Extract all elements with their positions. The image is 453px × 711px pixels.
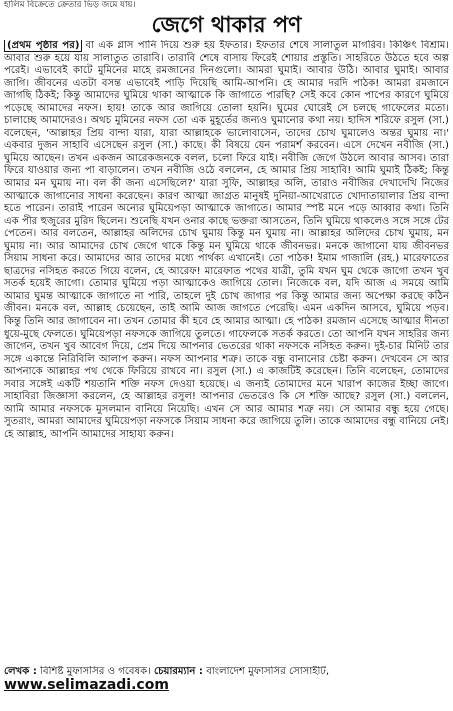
article-body bbox=[4, 40, 449, 666]
author-footer bbox=[4, 666, 449, 709]
website-link[interactable]: www.selimazadi.com bbox=[4, 676, 169, 693]
previous-article-tail: হালিম বিক্রেতে ক্রেতার ভিড় জমে যায়। bbox=[4, 0, 136, 10]
chairman-description: বাংলাদেশ মুফাসসির সোসাইটি, bbox=[206, 666, 330, 677]
article-text: বা এক গ্লাস পানি দিয়ে শুরু হয় ইফতার। ইফতার শেষে সালাতুল মাগরিব। কিঞ্চিৎ বিশ্রাম। আবার শুরু হয়ে যায় সালাতুত তারাবি। তারাবি শেষে বাসায় ফিরেই শোয়ার প্রস্তুতি। সাহরিতে উঠতে হবে অল্প পরেই। এভাবেই কাটে মুমিনের মাহে রমজানের দিনগুলো। আমরা ঘুমাই। আবার উঠি। আবার ঘুমাই। আবার জাগি। জীবনের এতটা বসন্ত এভাবেই পাড়ি দিয়েছি আমি-আপনি। হে আমার দরদি পাঠক! আমরা রমজানে জাগছি ঠিকই; কিন্তু আমাদের ঘুমিয়ে থাকা আত্মাকে কি জাগাতে পারছি? সেই কবে কোন পাপের কারণে ঘুমিয়ে পড়েছে আমাদের নফস। হায়! তাকে আর জাগিয়ে তোলা হয়নি। ঘুমের ঘোরেই সে চলছে গাফেলের মতো। চালাচ্ছে আমাদেরও। অথচ মুমিনের নফস তো এক মুহূর্তের জন্যও ঘুমানোর কথা নয়। হাদিস শরিফে রসুল (সা.) বলেছেন, 'আল্লাহর প্রিয় বান্দা যারা, যারা আল্লাহকে ভালোবাসেন, তাদের চোখ ঘুমালেও অন্তর ঘুমায় না।' একবার দুজন সাহাবি এসেছেন রসুল (সা.) কাছে। কী বিষয়ে যেন পরামর্শ করবেন। এসে দেখেন নবীজি (সা.) ঘুমিয়ে আছেন। তখন একজন আরেকজনকে বলল, চলো ফিরে যাই। নবীজি জেগে উঠলে আবার আসব। তারা ফিরে যাওয়ার জন্য পা বাড়ালেন। তখন নবীজি ওঠে বললেন, হে আমার প্রিয় সাহাবি! আমি ঘুমাই ঠিকই; কিন্তু আমার মন ঘুমায় না। বল কী জন্য এসেছিলে?' যারা সুফি, আল্লাহর অলি, তারাও নবীজির দেখাদেখি নিজের আত্মাকে জাগানোর সাধনা করেছেন। কারণ আত্মা জাগ্রত মানুষই দুনিয়া-আখেরাতে খোদাতায়ালার প্রিয় বান্দা হতে পারেন। তারাই পারেন অন্যের ঘুমিয়েপড়া আত্মাকে জাগাতে। আমার স্পষ্ট মনে পড়ে আব্বার কথা। তিনি এক পীর হুজুরের মুরিদ ছিলেন। শুনেছি যখন ওনার কাছে ভক্তরা আসতেন, তিনি ঘুমিয়ে থাকলেও সঙ্গে সঙ্গে টের পেতেন। আর বলতেন, আল্লাহর অলিদের চোখ ঘুমায় কিন্তু মন ঘুমায় না। আল্লাহর অলিদের চোখ ঘুমায়, মন ঘুমায় না। আর আমাদের চোখ জেগে থাকে কিন্তু মন ঘুমিয়ে থাকে জীবনভর। মনকে জাগানো যায় জীবনভর সিয়াম সাধনা করে। আমাদের আর তাদের মধ্যে পার্থক্য এখানেই। তো পাঠক! ইমাম গাজালি (রহ.) মারেফাতের ছাত্রদের নসিহত করতে গিয়ে বলেন, হে আরেফ! মারেফাত পথের যাত্রী, তুমি যখন ঘুম থেকে জাগো তখন খুব সতর্ক হয়েই জাগো। তোমার ঘুমিয়ে পড়া আত্মাকেও জাগিয়ে তোল। নিজেকে বল, যদি আজ এ সময়ে আমি আমার ঘুমন্ত আত্মাকে জাগাতে না পারি, তাহলে দুই চোখ জাগার পর কিন্তু আমার জন্য অপেক্ষা করছে কঠিন জীবন। মনকে বল, আল্লাহ চেয়েছেন, তাই আমি আজ জাগতে পেরেছি। এমন একদিন আসবে, ঘুমিয়ে পড়ব। কিন্তু তিনি আর জাগাবেন না। তখন তোমার কী হবে হে আমার আত্মা। হে পাঠক! রমজান এসেছে আত্মার দীনতা ধুয়ে-মুছে ফেলতে। ঘুমিয়েপড়া নফসকে জাগিয়ে তুলতে। গাফেলকে সতর্ক করতে। তো আপনি যখন সাহরির জন্য জাগেন, তখন খুব আবেগ দিয়ে, প্রেম দিয়ে আপনার ভেতরের থাকা নফসকে নসিহত করুন। দুই-চার মিনিট তার সঙ্গে একান্তে নিরিবিলি আলাপ করুন। নফস আপনার শত্রু। তাকে বন্ধু বানানোর চেষ্টা করুন। দেখবেন সে আর আপনাকে আল্লাহর পথ থেকে ফিরিয়ে রাখবে না। রসুল (সা.) এ কাজটিই করেছেন। তিনি বলেছেন, তোমাদের সবার সঙ্গেই একটি শয়তানি শক্তি নফস দেওয়া হয়েছে। এ জন্যই তোমাদের মনে খারাপ কাজের ইচ্ছা জাগে। সাহাবিরা জিজ্ঞাসা করলেন, হে আল্লাহর রসুল! আপনার ভেতরেও কি সে শক্তি আছে? রসুল (সা.) বললেন, আমি আমার নফসকে মুসলমান বানিয়ে নিয়েছি। এখন সে আর আমার শত্রু নয়। সে আমার বন্ধু হয়ে গেছে। সুতরাং, আমরা আমাদের ঘুমিয়েপড়া নফসকে সিয়াম সাধনা করে জাগিয়ে তুলি। তাকে আমাদের বন্ধু বানিয়ে নেই। হে আল্লাহ, আপনি আমাদের সাহায্য করুন। bbox=[4, 40, 449, 440]
chairman-label: চেয়ারম্যান : bbox=[153, 666, 203, 677]
author-label: লেখক : bbox=[4, 666, 37, 677]
continued-from-front-tag: (প্রথম পৃষ্ঠার পর) bbox=[4, 40, 82, 52]
article-headline: জেগে থাকার পণ bbox=[151, 12, 302, 38]
author-description: বিশিষ্ট মুফাসসির ও গবেষক। bbox=[40, 666, 154, 677]
